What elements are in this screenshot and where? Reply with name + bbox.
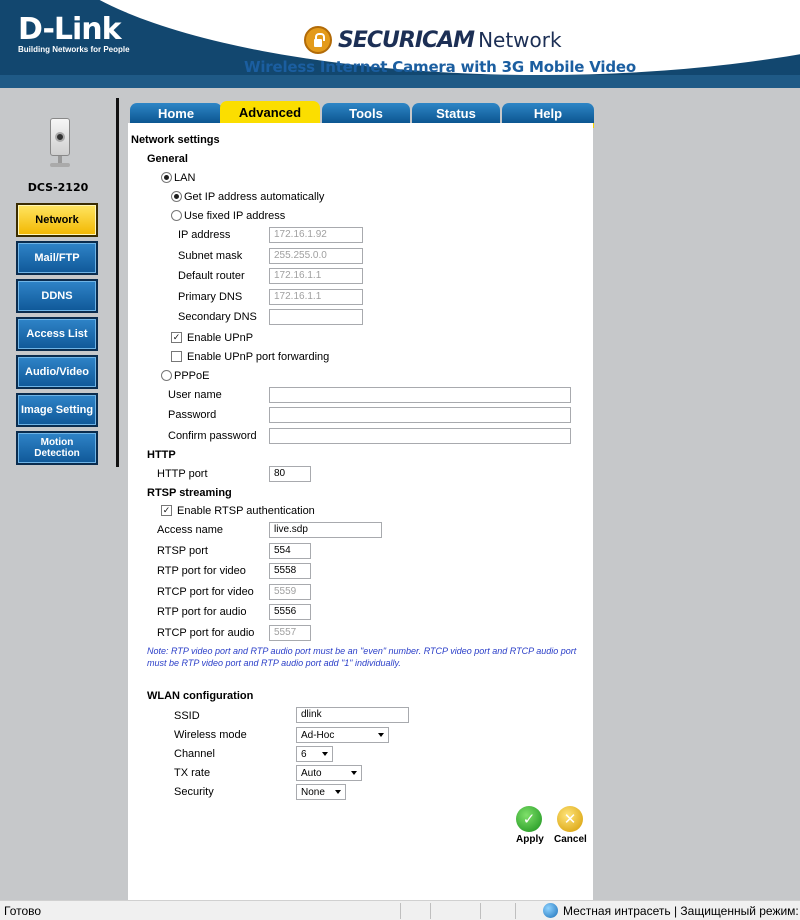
chevron-down-icon — [351, 771, 357, 775]
rtsp-port-input[interactable]: 554 — [269, 543, 311, 559]
subnet-mask-label: Subnet mask — [178, 250, 243, 262]
status-separator — [430, 903, 431, 919]
tab-home[interactable]: Home — [130, 103, 222, 123]
ssid-input[interactable]: dlink — [296, 707, 409, 723]
logo-text: D-Link — [18, 12, 121, 47]
security-label: Security — [174, 786, 214, 798]
tab-tools[interactable]: Tools — [322, 103, 410, 123]
confirm-password-label: Confirm password — [168, 430, 257, 442]
ip-address-label: IP address — [178, 229, 231, 241]
brand-network: Network — [478, 28, 562, 52]
section-wlan: WLAN configuration — [147, 690, 254, 702]
dlink-logo — [18, 12, 130, 54]
rtcp-audio-label: RTCP port for audio — [157, 627, 255, 639]
rtp-port-note: Note: RTP video port and RTP audio port must be an "even" number. RTCP video port and RTCP audio port must be RTP video port and RTP audio port add "1" individually. — [147, 646, 577, 668]
default-router-input[interactable]: 172.16.1.1 — [269, 268, 363, 284]
secondary-dns-label: Secondary DNS — [178, 311, 257, 323]
apply-button[interactable]: Apply — [516, 834, 544, 845]
status-separator — [480, 903, 481, 919]
access-name-label: Access name — [157, 524, 224, 536]
rtcp-video-label: RTCP port for video — [157, 586, 254, 598]
upnp-forward-label: Enable UPnP port forwarding — [187, 351, 330, 363]
tx-rate-label: TX rate — [174, 767, 211, 779]
top-tabs — [128, 103, 594, 123]
get-ip-auto-label: Get IP address automatically — [184, 191, 325, 203]
network-settings-panel — [128, 123, 593, 900]
lan-label: LAN — [174, 172, 196, 184]
sidebar-item-ddns[interactable]: DDNS — [16, 279, 98, 313]
rtcp-audio-input[interactable]: 5557 — [269, 625, 311, 641]
status-text: Готово — [4, 904, 42, 918]
primary-dns-label: Primary DNS — [178, 291, 243, 303]
password-input[interactable] — [269, 407, 571, 423]
sidebar-divider — [116, 98, 119, 467]
rtp-video-input[interactable]: 5558 — [269, 563, 311, 579]
rtp-audio-label: RTP port for audio — [157, 606, 247, 618]
rtsp-auth-checkbox[interactable]: ✓ — [162, 505, 171, 515]
pppoe-label: PPPoE — [174, 370, 210, 382]
default-router-label: Default router — [178, 270, 245, 282]
status-separator — [515, 903, 516, 919]
logo-tagline: Building Networks for People — [18, 45, 130, 54]
access-name-input[interactable]: live.sdp — [269, 522, 382, 538]
sidebar-item-access-list[interactable]: Access List — [16, 317, 98, 351]
tab-advanced[interactable]: Advanced — [220, 101, 320, 123]
section-rtsp: RTSP streaming — [147, 487, 232, 499]
channel-select[interactable] — [296, 746, 333, 762]
security-select[interactable] — [296, 784, 346, 800]
lock-icon — [304, 26, 332, 54]
username-label: User name — [168, 389, 222, 401]
subnet-mask-input[interactable]: 255.255.0.0 — [269, 248, 363, 264]
username-input[interactable] — [269, 387, 571, 403]
password-label: Password — [168, 409, 217, 421]
ip-address-input[interactable]: 172.16.1.92 — [269, 227, 363, 243]
apply-icon[interactable]: ✓ — [516, 806, 542, 832]
sidebar-item-network[interactable]: Network — [16, 203, 98, 237]
rtsp-port-label: RTSP port — [157, 545, 208, 557]
sidebar-item-mail-ftp[interactable]: Mail/FTP — [16, 241, 98, 275]
secondary-dns-input[interactable] — [269, 309, 363, 325]
sidebar-item-audio-video[interactable]: Audio/Video — [16, 355, 98, 389]
sidebar-item-image-setting[interactable]: Image Setting — [16, 393, 98, 427]
globe-icon — [543, 903, 558, 918]
product-subtitle: Wireless Internet Camera with 3G Mobile Video — [244, 58, 636, 76]
pppoe-radio[interactable] — [161, 370, 172, 381]
chevron-down-icon — [322, 752, 328, 756]
upnp-checkbox[interactable]: ✓ — [172, 332, 181, 342]
brand-securicam: SECURICAM — [338, 27, 475, 53]
header-rule — [0, 75, 800, 88]
section-http: HTTP — [147, 449, 176, 461]
ssid-label: SSID — [174, 710, 200, 722]
wireless-mode-label: Wireless mode — [174, 729, 247, 741]
channel-label: Channel — [174, 748, 215, 760]
lan-radio[interactable] — [161, 172, 172, 183]
chevron-down-icon — [335, 790, 341, 794]
wireless-mode-select[interactable] — [296, 727, 389, 743]
status-separator — [400, 903, 401, 919]
fixed-ip-label: Use fixed IP address — [184, 210, 286, 222]
camera-icon — [46, 118, 74, 168]
rtp-audio-input[interactable]: 5556 — [269, 604, 311, 620]
section-general: General — [147, 153, 188, 165]
rtp-video-label: RTP port for video — [157, 565, 246, 577]
channel-value: 6 — [301, 748, 307, 760]
header-banner — [0, 0, 800, 88]
http-port-label: HTTP port — [157, 468, 208, 480]
sidebar-item-motion-detection[interactable]: Motion Detection — [16, 431, 98, 465]
tx-rate-select[interactable] — [296, 765, 362, 781]
fixed-ip-radio[interactable] — [171, 210, 182, 221]
security-value: None — [301, 786, 325, 798]
browser-status-bar — [0, 900, 800, 920]
page-title: Network settings — [131, 134, 220, 146]
zone-text[interactable]: Местная интрасеть | Защищенный режим: — [563, 904, 799, 918]
get-ip-auto-radio[interactable] — [171, 191, 182, 202]
upnp-forward-checkbox[interactable] — [171, 351, 182, 362]
cancel-button[interactable]: Cancel — [554, 834, 587, 845]
rtcp-video-input[interactable]: 5559 — [269, 584, 311, 600]
tab-help[interactable]: Help — [502, 103, 594, 123]
wireless-mode-value: Ad-Hoc — [301, 729, 335, 741]
rtsp-auth-label: Enable RTSP authentication — [177, 505, 315, 517]
primary-dns-input[interactable]: 172.16.1.1 — [269, 289, 363, 305]
cancel-icon[interactable]: ✕ — [557, 806, 583, 832]
securicam-brand — [304, 24, 562, 56]
confirm-password-input[interactable] — [269, 428, 571, 444]
tab-status[interactable]: Status — [412, 103, 500, 123]
chevron-down-icon — [378, 733, 384, 737]
tx-rate-value: Auto — [301, 767, 322, 779]
http-port-input[interactable]: 80 — [269, 466, 311, 482]
upnp-label: Enable UPnP — [187, 332, 254, 344]
device-model: DCS-2120 — [27, 181, 89, 194]
